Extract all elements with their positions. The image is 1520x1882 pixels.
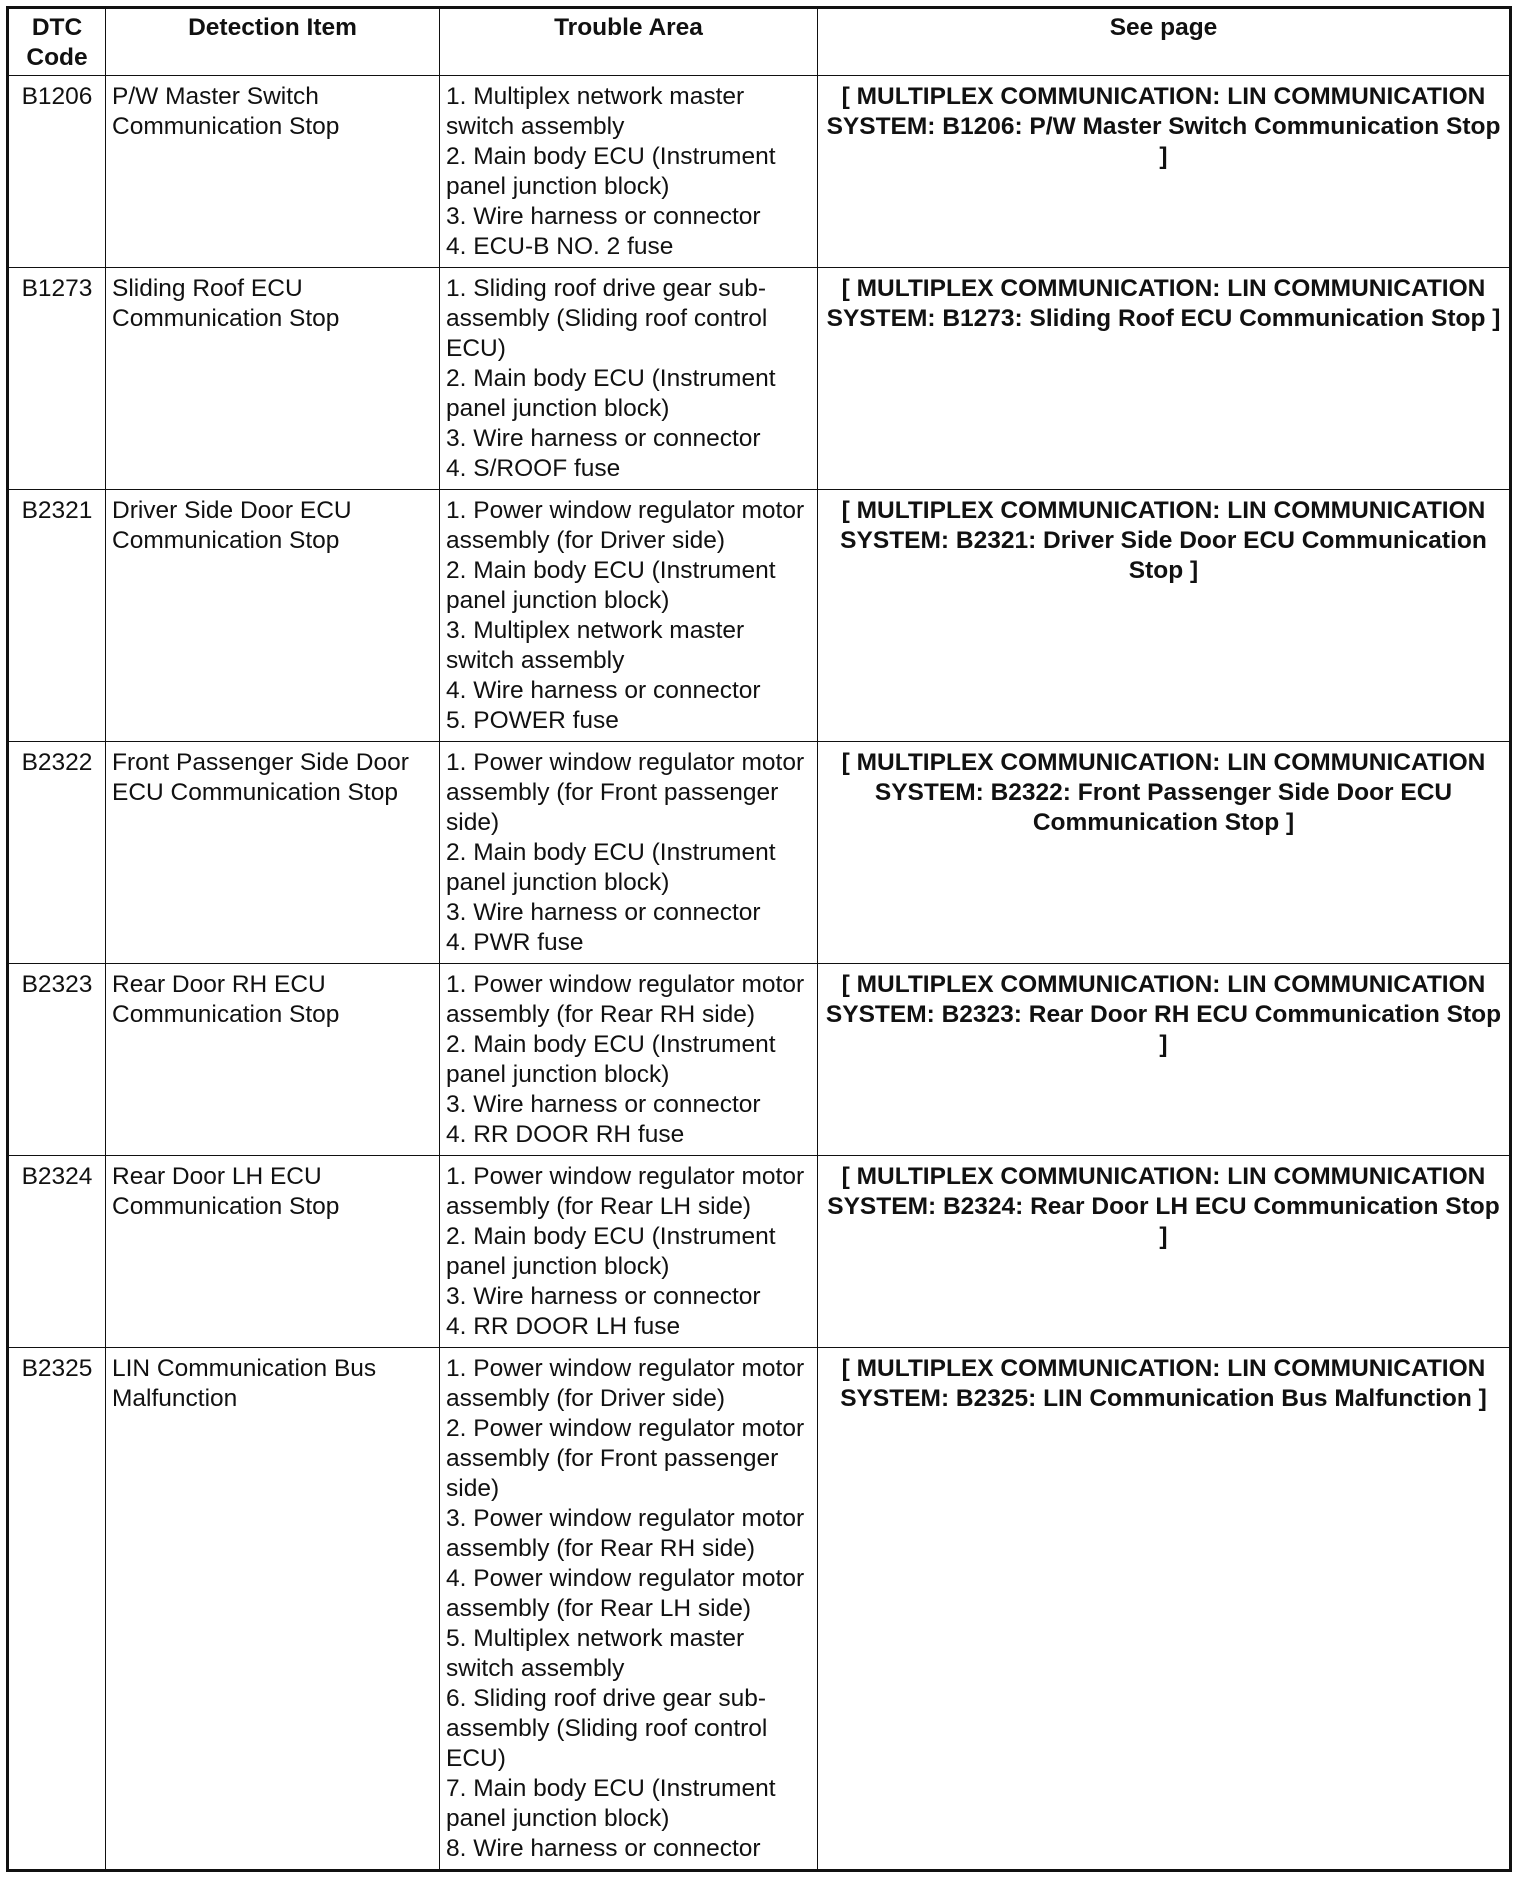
trouble-area-item: 1. Power window regulator motor assembly (for Rear LH side) [446, 1163, 805, 1220]
table-row [8, 742, 1511, 964]
dtc-code-cell: B1206 [8, 76, 106, 268]
see-page-link[interactable]: [ MULTIPLEX COMMUNICATION: LIN COMMUNICATION SYSTEM: B2324: Rear Door LH ECU Communication Stop ] [818, 1156, 1511, 1348]
trouble-area-item: 4. Wire harness or connector [446, 677, 761, 704]
trouble-area-item: 5. Multiplex network master switch assembly [446, 1625, 745, 1682]
trouble-area-item: 3. Wire harness or connector [446, 203, 761, 230]
table-row [8, 964, 1511, 1156]
dtc-code-cell: B2323 [8, 964, 106, 1156]
trouble-area-item: 8. Wire harness or connector [446, 1835, 761, 1862]
dtc-table [6, 6, 1512, 1872]
header-dtc-code-line1: DTC [31, 14, 83, 41]
table-row [8, 1348, 1511, 1871]
trouble-area-item: 4. RR DOOR LH fuse [446, 1313, 681, 1340]
trouble-area-item: 3. Multiplex network master switch assembly [446, 617, 745, 674]
trouble-area-item: 1. Multiplex network master switch assembly [446, 83, 745, 140]
see-page-link[interactable]: [ MULTIPLEX COMMUNICATION: LIN COMMUNICATION SYSTEM: B1273: Sliding Roof ECU Communication Stop ] [818, 268, 1511, 490]
trouble-area-item: 1. Power window regulator motor assembly (for Driver side) [446, 1355, 805, 1412]
trouble-area-item: 2. Main body ECU (Instrument panel junction block) [446, 839, 776, 896]
table-row [8, 76, 1511, 268]
trouble-area-item: 3. Wire harness or connector [446, 425, 761, 452]
trouble-area-item: 4. Power window regulator motor assembly (for Rear LH side) [446, 1565, 805, 1622]
dtc-code-cell: B2321 [8, 490, 106, 742]
trouble-area-item: 3. Wire harness or connector [446, 899, 761, 926]
detection-item-cell: Rear Door RH ECU Communication Stop [106, 964, 440, 1156]
trouble-area-item: 1. Power window regulator motor assembly (for Rear RH side) [446, 971, 805, 1028]
detection-item-cell: P/W Master Switch Communication Stop [106, 76, 440, 268]
trouble-area-item: 3. Wire harness or connector [446, 1091, 761, 1118]
trouble-area-item: 6. Sliding roof drive gear sub-assembly (Sliding roof control ECU) [446, 1685, 768, 1772]
trouble-area-cell [440, 742, 818, 964]
trouble-area-item: 4. ECU-B NO. 2 fuse [446, 233, 674, 260]
trouble-area-cell [440, 76, 818, 268]
trouble-area-item: 2. Main body ECU (Instrument panel junction block) [446, 1031, 776, 1088]
see-page-link[interactable]: [ MULTIPLEX COMMUNICATION: LIN COMMUNICATION SYSTEM: B2325: LIN Communication Bus Malfunction ] [818, 1348, 1511, 1871]
header-trouble-area: Trouble Area [440, 8, 818, 76]
trouble-area-item: 1. Sliding roof drive gear sub-assembly (Sliding roof control ECU) [446, 275, 768, 362]
see-page-link[interactable]: [ MULTIPLEX COMMUNICATION: LIN COMMUNICATION SYSTEM: B2323: Rear Door RH ECU Communication Stop ] [818, 964, 1511, 1156]
trouble-area-item: 2. Power window regulator motor assembly (for Front passenger side) [446, 1415, 805, 1502]
trouble-area-cell [440, 1156, 818, 1348]
table-header-row [8, 8, 1511, 76]
trouble-area-item: 4. PWR fuse [446, 929, 584, 956]
dtc-code-cell: B2324 [8, 1156, 106, 1348]
detection-item-cell: LIN Communication Bus Malfunction [106, 1348, 440, 1871]
trouble-area-cell [440, 1348, 818, 1871]
see-page-link[interactable]: [ MULTIPLEX COMMUNICATION: LIN COMMUNICATION SYSTEM: B2322: Front Passenger Side Door ECU Communication Stop ] [818, 742, 1511, 964]
table-row [8, 268, 1511, 490]
trouble-area-item: 2. Main body ECU (Instrument panel junction block) [446, 1223, 776, 1280]
trouble-area-item: 1. Power window regulator motor assembly (for Driver side) [446, 497, 805, 554]
dtc-code-cell: B2322 [8, 742, 106, 964]
table-row [8, 1156, 1511, 1348]
dtc-code-cell: B1273 [8, 268, 106, 490]
detection-item-cell: Rear Door LH ECU Communication Stop [106, 1156, 440, 1348]
table-body [8, 76, 1511, 1871]
trouble-area-cell [440, 964, 818, 1156]
see-page-link[interactable]: [ MULTIPLEX COMMUNICATION: LIN COMMUNICATION SYSTEM: B2321: Driver Side Door ECU Communication Stop ] [818, 490, 1511, 742]
trouble-area-item: 4. S/ROOF fuse [446, 455, 621, 482]
trouble-area-item: 5. POWER fuse [446, 707, 619, 734]
header-dtc-code [8, 8, 106, 76]
trouble-area-cell [440, 268, 818, 490]
detection-item-cell: Front Passenger Side Door ECU Communication Stop [106, 742, 440, 964]
detection-item-cell: Sliding Roof ECU Communication Stop [106, 268, 440, 490]
trouble-area-item: 3. Wire harness or connector [446, 1283, 761, 1310]
trouble-area-item: 3. Power window regulator motor assembly (for Rear RH side) [446, 1505, 805, 1562]
trouble-area-item: 1. Power window regulator motor assembly (for Front passenger side) [446, 749, 805, 836]
detection-item-cell: Driver Side Door ECU Communication Stop [106, 490, 440, 742]
header-detection-item: Detection Item [106, 8, 440, 76]
trouble-area-item: 4. RR DOOR RH fuse [446, 1121, 685, 1148]
header-see-page: See page [818, 8, 1511, 76]
trouble-area-item: 2. Main body ECU (Instrument panel junction block) [446, 557, 776, 614]
table-row [8, 490, 1511, 742]
trouble-area-cell [440, 490, 818, 742]
header-dtc-code-line2: Code [26, 44, 88, 71]
trouble-area-item: 7. Main body ECU (Instrument panel junction block) [446, 1775, 776, 1832]
see-page-link[interactable]: [ MULTIPLEX COMMUNICATION: LIN COMMUNICATION SYSTEM: B1206: P/W Master Switch Communication Stop ] [818, 76, 1511, 268]
trouble-area-item: 2. Main body ECU (Instrument panel junction block) [446, 365, 776, 422]
trouble-area-item: 2. Main body ECU (Instrument panel junction block) [446, 143, 776, 200]
dtc-code-cell: B2325 [8, 1348, 106, 1871]
